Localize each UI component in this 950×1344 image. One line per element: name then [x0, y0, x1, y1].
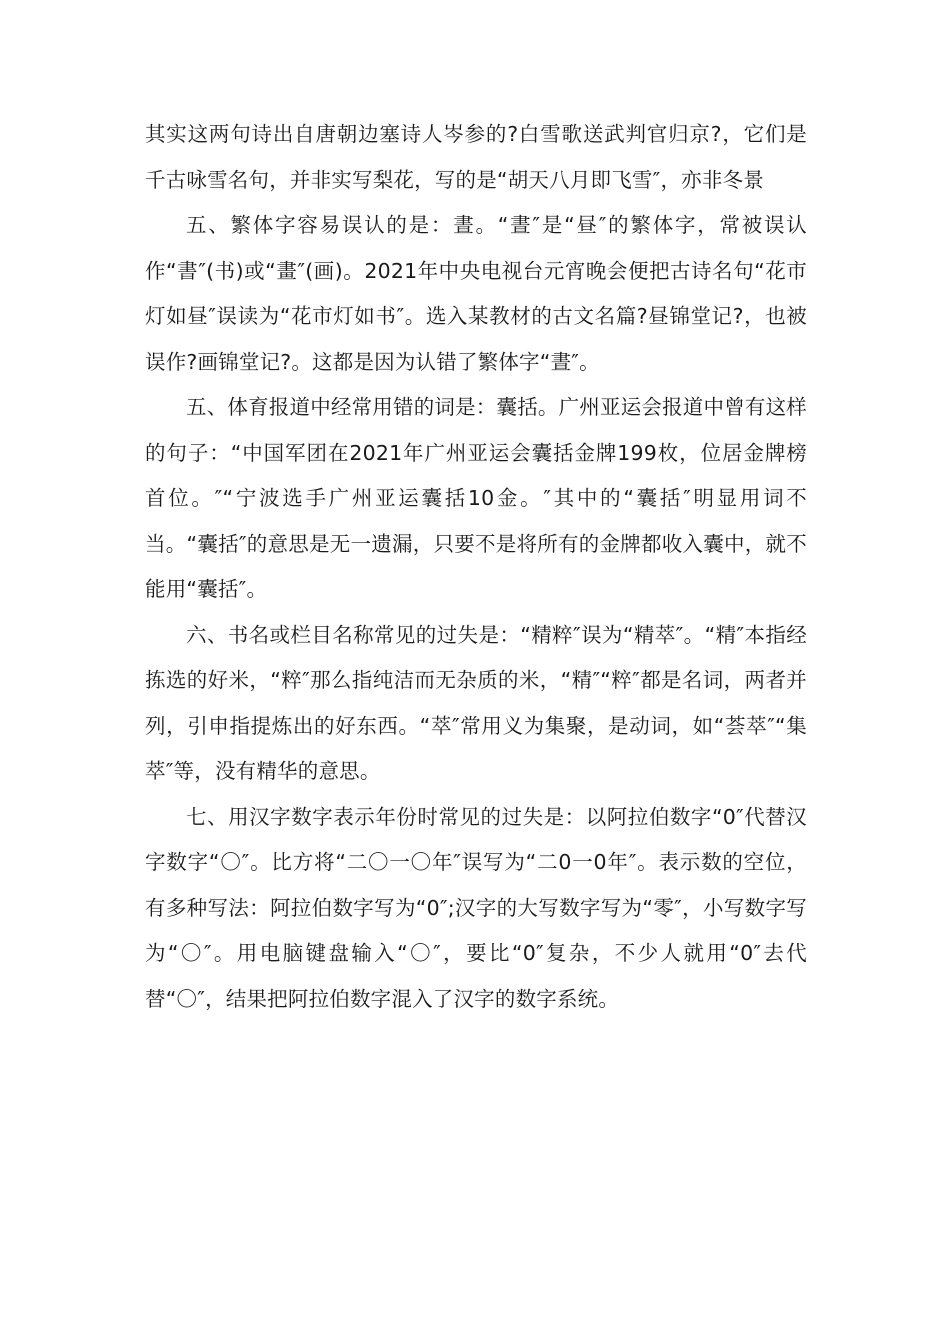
paragraph-continuation: 其实这两句诗出自唐朝边塞诗人岑参的?白雪歌送武判官归京?，它们是千古咏雪名句，并非实写梨花，写的是“胡天八月即飞雪″，亦非冬景 [145, 122, 807, 192]
paragraph-year-numerals-error: 七、用汉字数字表示年份时常见的过失是：以阿拉伯数字“0″代替汉字数字“〇″。比方将“二〇一〇年″误写为“二0一0年″。表示数的空位，有多种写法：阿拉伯数字写为“0″;汉字的大写数字写为“零″，小写数字写为“〇″。用电脑键盘输入“〇″，要比“0″复杂，不少人就用“0″去代替“〇″，结果把阿拉伯数字混入了汉字的数字系统。 [145, 804, 807, 1011]
paragraph-book-title-error: 六、书名或栏目名称常见的过失是：“精粹″误为“精萃″。“精″本指经拣选的好米，“粹″那么指纯洁而无杂质的米，“精″“粹″都是名词，两者并列，引申指提炼出的好东西。“萃″常用义为集聚，是动词，如“荟萃″“集萃″等，没有精华的意思。 [145, 622, 807, 783]
document-body [145, 112, 807, 1022]
paragraph-traditional-character: 五、繁体字容易误认的是：晝。“晝″是“昼″的繁体字，常被误认作“書″(书)或“畫″(画)。2021年中央电视台元宵晚会便把古诗名句“花市灯如昼″误读为“花市灯如书″。选入某教材的古文名篇?昼锦堂记?，也被误作?画锦堂记?。这都是因为认错了繁体字“晝″。 [145, 213, 807, 374]
paragraph-sports-report-word: 五、体育报道中经常用错的词是：囊括。广州亚运会报道中曾有这样的句子：“中国军团在2021年广州亚运会囊括金牌199枚，位居金牌榜首位。″“宁波选手广州亚运囊括10金。″其中的“囊括″明显用词不当。“囊括″的意思是无一遗漏，只要不是将所有的金牌都收入囊中，就不能用“囊括″。 [145, 395, 807, 601]
